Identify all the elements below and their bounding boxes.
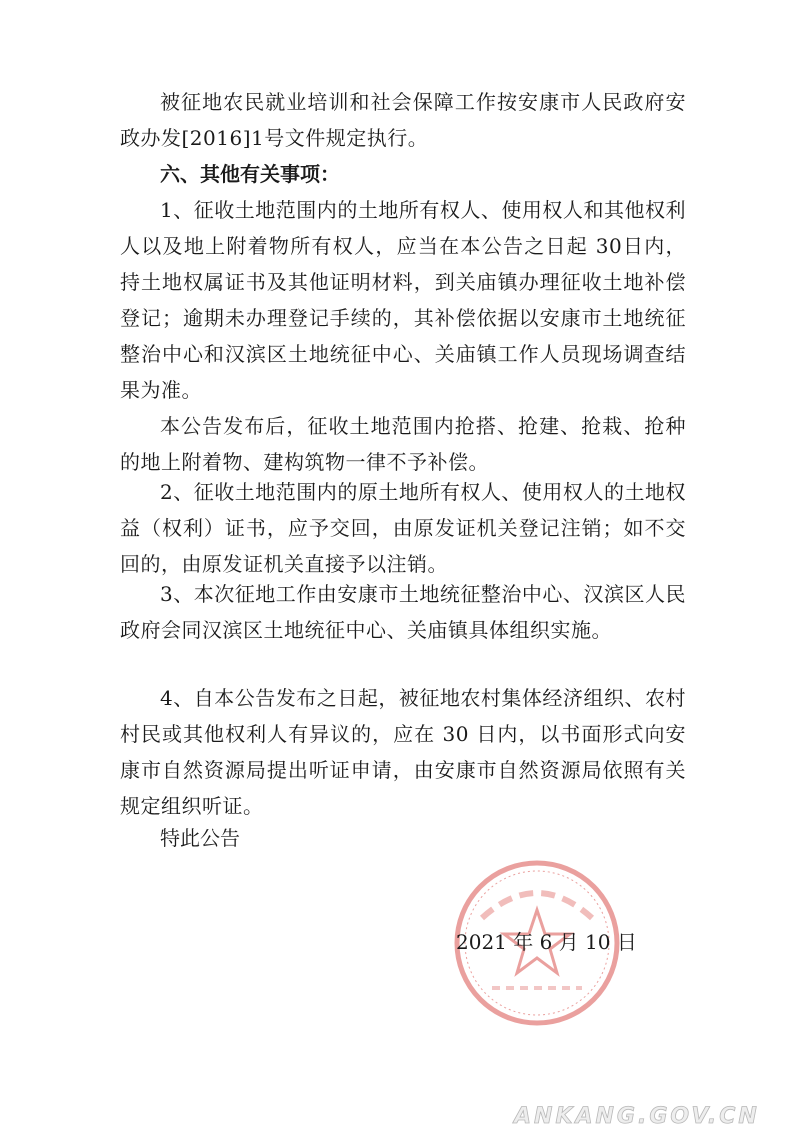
document-date: 2021 年 6 月 10 日 xyxy=(456,930,637,954)
ankang-watermark xyxy=(510,1098,800,1130)
item-1-note-paragraph: 本公告发布后，征收土地范围内抢搭、抢建、抢栽、抢种的地上附着物、建构筑物一律不予补偿。 xyxy=(120,414,686,474)
item-3-paragraph: 3、本次征地工作由安康市土地统征整治中心、汉滨区人民政府会同汉滨区土地统征中心、关庙镇具体组织实施。 xyxy=(120,582,686,642)
social-security-paragraph: 被征地农民就业培训和社会保障工作按安康市人民政府安政办发[2016]1号文件规定执行。 xyxy=(120,90,686,150)
item-4-paragraph: 4、自本公告发布之日起，被征地农村集体经济组织、农村村民或其他权利人有异议的，应在 30 日内，以书面形式向安康市自然资源局提出听证申请，由安康市自然资源局依照有关规定组织听证。 xyxy=(120,686,686,818)
closing-text: 特此公告 xyxy=(160,826,240,850)
item-1-paragraph: 1、征收土地范围内的土地所有权人、使用权人和其他权利人以及地上附着物所有权人，应当在本公告之日起 30日内，持土地权属证书及其他证明材料，到关庙镇办理征收土地补偿登记；逾期未办理登记手续的，其补偿依据以安康市土地统征整治中心和汉滨区土地统征中心、关庙镇工作人员现场调查结果为准。 xyxy=(120,198,686,402)
item-2-paragraph: 2、征收土地范围内的原土地所有权人、使用权人的土地权益（权利）证书，应予交回，由原发证机关登记注销；如不交回的，由原发证机关直接予以注销。 xyxy=(120,480,686,576)
section-six-heading: 六、其他有关事项： xyxy=(160,162,340,186)
watermark-text: ANKANG.GOV.CN xyxy=(514,1104,760,1129)
